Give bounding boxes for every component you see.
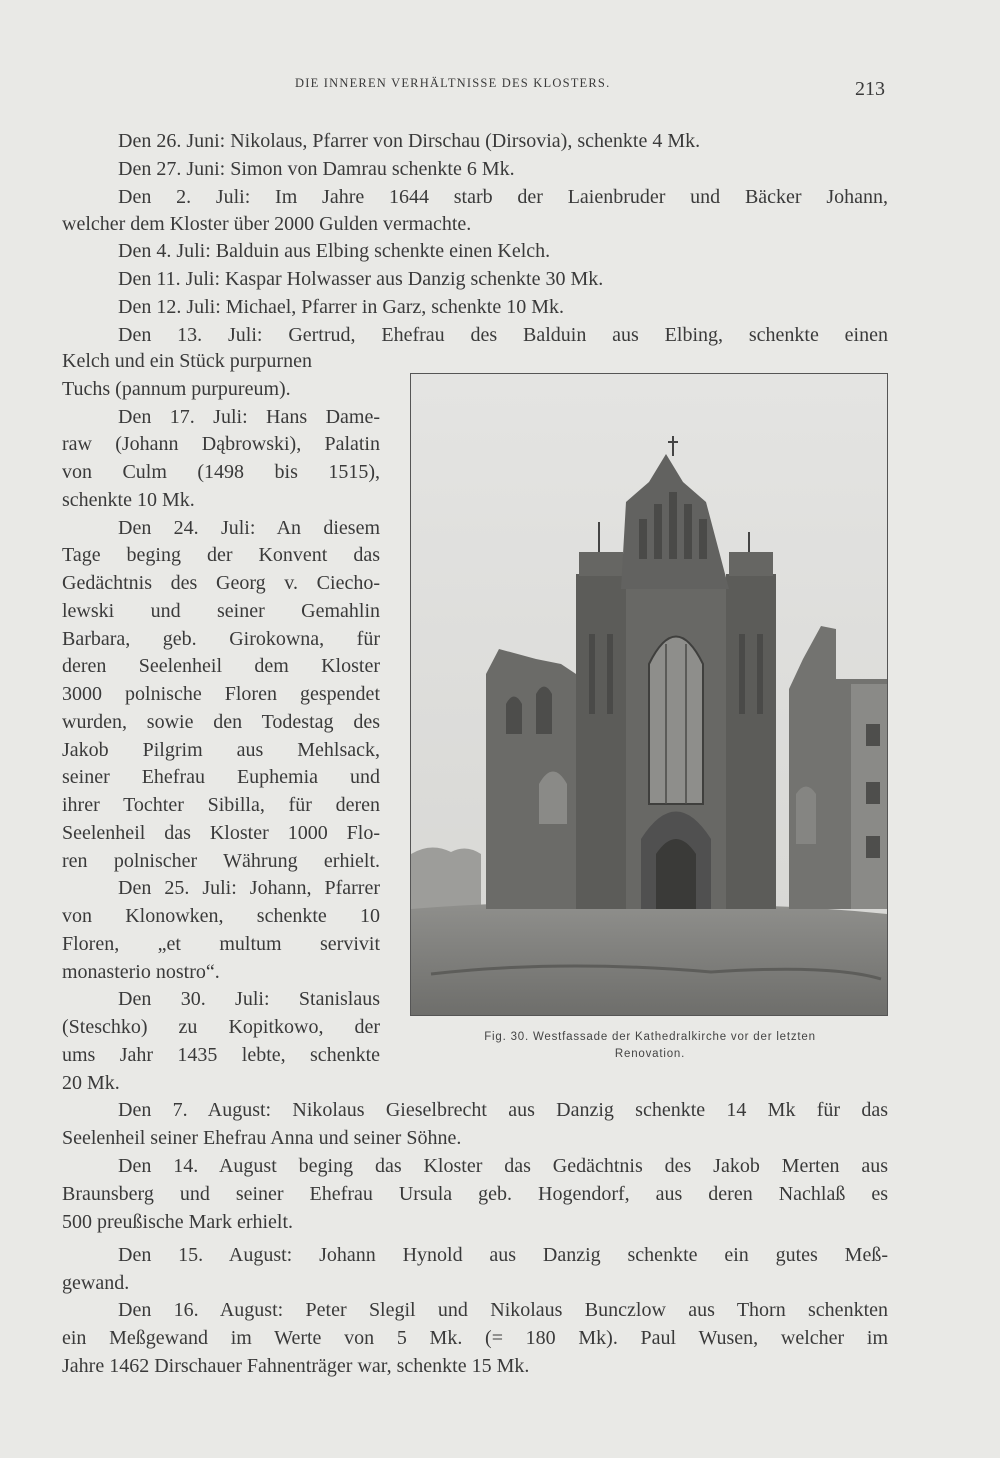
text-line: Den 2. Juli: Im Jahre 1644 starb der Laienbruder und Bäcker Johann, [118, 186, 888, 208]
text-line: Den 27. Juni: Simon von Damrau schenkte 6 Mk. [118, 158, 515, 180]
text-line: Den 11. Juli: Kaspar Holwasser aus Danzig schenkte 30 Mk. [118, 268, 604, 290]
text-line: deren Seelenheil dem Kloster [62, 655, 380, 677]
text-line: Seelenheil seiner Ehefrau Anna und seiner Söhne. [62, 1127, 462, 1149]
text-line: Den 15. August: Johann Hynold aus Danzig schenkte ein gutes Meß- [118, 1244, 888, 1266]
text-line: Floren, „et multum servivit [62, 933, 380, 955]
text-line: Barbara, geb. Girokowna, für [62, 628, 380, 650]
text-line: seiner Ehefrau Euphemia und [62, 766, 380, 788]
text-line: Tage beging der Konvent das [62, 544, 380, 566]
text-line: Jahre 1462 Dirschauer Fahnenträger war, schenkte 15 Mk. [62, 1355, 530, 1377]
text-line: 3000 polnische Floren gespendet [62, 683, 380, 705]
text-line: von Klonowken, schenkte 10 [62, 905, 380, 927]
text-line: Seelenheil das Kloster 1000 Flo- [62, 822, 380, 844]
text-line: ren polnischer Währung erhielt. [62, 850, 380, 872]
text-line: raw (Johann Dąbrowski), Palatin [62, 433, 380, 455]
text-line: ein Meßgewand im Werte von 5 Mk. (= 180 Mk). Paul Wusen, welcher im [62, 1327, 888, 1349]
text-line: Den 4. Juli: Balduin aus Elbing schenkte einen Kelch. [118, 240, 551, 262]
text-line: Kelch und ein Stück purpurnen [62, 350, 312, 372]
running-title: DIE INNEREN VERHÄLTNISSE DES KLOSTERS. [295, 76, 611, 90]
text-line: Den 17. Juli: Hans Dame- [118, 406, 380, 428]
text-line: wurden, sowie den Todestag des [62, 711, 380, 733]
text-line: Den 7. August: Nikolaus Gieselbrecht aus Danzig schenkte 14 Mk für das [118, 1099, 888, 1121]
text-line: Tuchs (pannum purpureum). [62, 378, 291, 400]
text-line: gewand. [62, 1272, 130, 1294]
text-line: 500 preußische Mark erhielt. [62, 1211, 294, 1233]
text-line: schenkte 10 Mk. [62, 489, 195, 511]
text-line: Den 30. Juli: Stanislaus [118, 988, 380, 1010]
text-line: Den 24. Juli: An diesem [118, 517, 380, 539]
page-number: 213 [855, 78, 885, 100]
text-line: ihrer Tochter Sibilla, für deren [62, 794, 380, 816]
text-line: monasterio nostro“. [62, 961, 220, 983]
text-line: Den 25. Juli: Johann, Pfarrer [118, 877, 380, 899]
caption-line: Fig. 30. Westfassade der Kathedralkirche vor der letzten [484, 1031, 816, 1043]
text-line: Braunsberg und seiner Ehefrau Ursula geb. Hogendorf, aus deren Nachlaß es [62, 1183, 888, 1205]
text-line: ums Jahr 1435 lebte, schenkte [62, 1044, 380, 1066]
cathedral-illustration [411, 374, 887, 1015]
text-line: von Culm (1498 bis 1515), [62, 461, 380, 483]
text-line: 20 Mk. [62, 1072, 120, 1094]
text-line: Den 26. Juni: Nikolaus, Pfarrer von Dirschau (Dirsovia), schenkte 4 Mk. [118, 130, 701, 152]
figure-caption [415, 1029, 885, 1063]
text-line: Den 13. Juli: Gertrud, Ehefrau des Balduin aus Elbing, schenkte einen [118, 324, 888, 346]
text-line: lewski und seiner Gemahlin [62, 600, 380, 622]
text-line: Den 12. Juli: Michael, Pfarrer in Garz, schenkte 10 Mk. [118, 296, 564, 318]
text-line: welcher dem Kloster über 2000 Gulden vermachte. [62, 213, 472, 235]
text-line: Den 14. August beging das Kloster das Gedächtnis des Jakob Merten aus [118, 1155, 888, 1177]
caption-line: Renovation. [614, 1048, 686, 1060]
text-line: Gedächtnis des Georg v. Ciecho- [62, 572, 380, 594]
text-line: Jakob Pilgrim aus Mehlsack, [62, 739, 380, 761]
text-line: Den 16. August: Peter Slegil und Nikolaus Bunczlow aus Thorn schenkten [118, 1299, 888, 1321]
cathedral-photo [410, 373, 888, 1016]
text-line: (Steschko) zu Kopitkowo, der [62, 1016, 380, 1038]
